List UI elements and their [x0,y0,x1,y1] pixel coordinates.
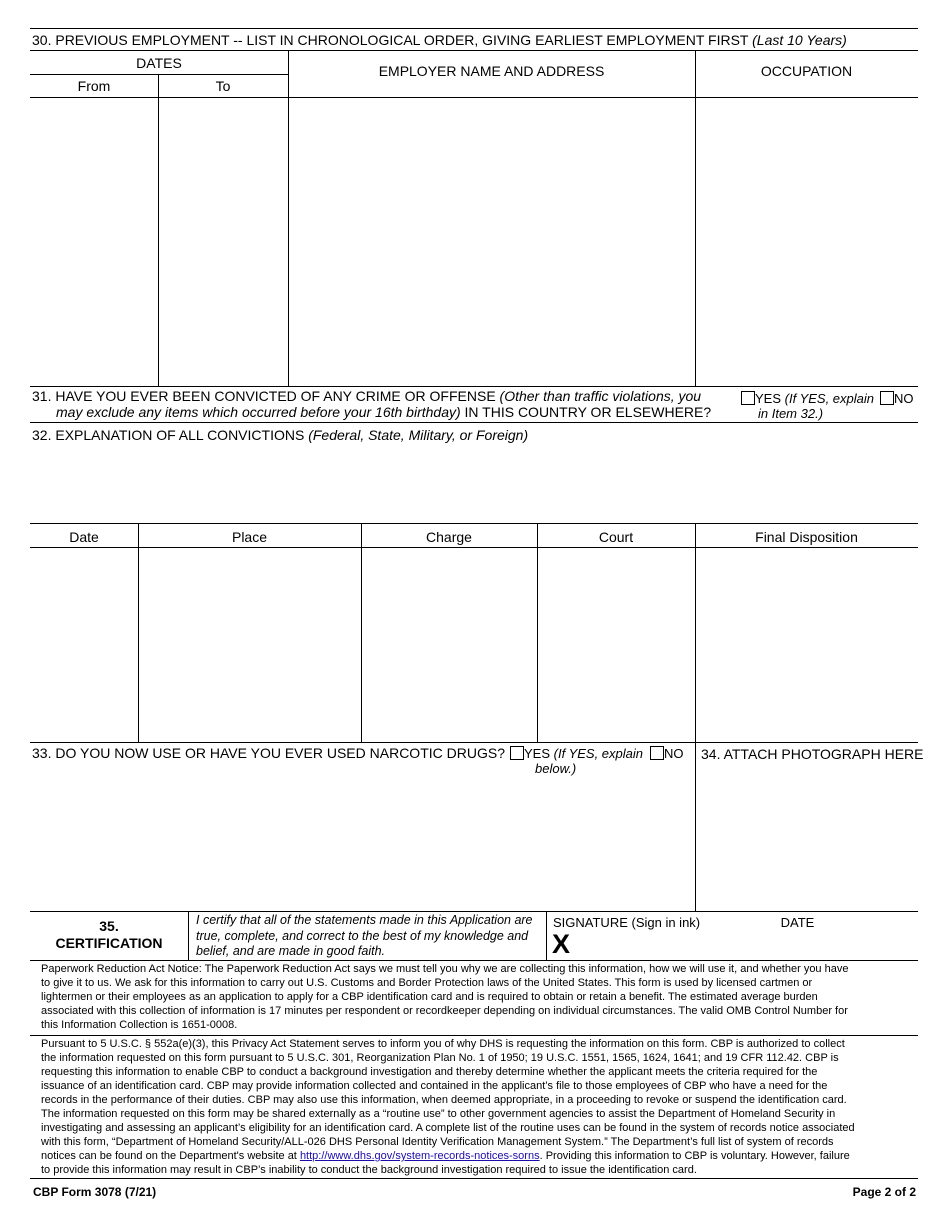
section-33-no-checkbox[interactable] [650,746,664,760]
col-final-disposition-header: Final Disposition [755,529,858,545]
paperwork-reduction-notice [41,962,848,1032]
col-charge-header: Charge [426,529,472,545]
section-32-title-text: 32. EXPLANATION OF ALL CONVICTIONS [32,427,305,443]
privacy-line: the information requested on this form pursuant to 5 U.S.C. 301, Reorganization Plan No. 1 of 1950; 19 U.S.C. 1551, 1565, 1624, 1641; and 19 CFR 112.42. CBP is [41,1052,839,1064]
notice-line: Paperwork Reduction Act Notice: The Paperwork Reduction Act says we must tell you why we are collecting this information, how we will use it, and whether you have [41,963,849,975]
conviction-court-field[interactable] [538,548,694,741]
section-33-yes-label: YES [524,746,551,761]
certification-statement-line: I certify that all of the statements made in this Application are [196,913,533,927]
privacy-act-statement [41,1037,855,1177]
section-31-yes-note-2-text: in Item 32.) [758,406,824,421]
col-date-header: Date [69,529,99,545]
signature-label: SIGNATURE (Sign in ink) [553,915,701,930]
employer-header: EMPLOYER NAME AND ADDRESS [378,63,605,79]
date-label: DATE [780,915,815,930]
notice-line: this Information Collection is 1651-0008. [41,1019,238,1031]
form-id: CBP Form 3078 (7/21) [33,1185,157,1199]
occupation-field[interactable] [696,98,918,386]
certification-statement [196,913,533,960]
privacy-line: The information requested on this form may be shared externally as a “routine use” to other government agencies to assist the Department of Homeland Security in [41,1108,836,1120]
convictions-explanation-field[interactable] [31,446,918,522]
privacy-line-text: . Providing this information to CBP is voluntary. However, failure [539,1150,850,1162]
employment-from-field[interactable] [31,98,157,386]
section-34-title: 34. ATTACH PHOTOGRAPH HERE [701,746,924,762]
employer-name-address-field[interactable] [289,98,694,386]
col-place-header: Place [231,529,268,545]
section-30-title-text: 30. PREVIOUS EMPLOYMENT -- LIST IN CHRONOLOGICAL ORDER, GIVING EARLIEST EMPLOYMENT FIRST [32,32,749,48]
privacy-line-text: notices can be found on the Department's website at [41,1150,297,1162]
signature-field[interactable] [575,933,745,959]
section-31-question: 31. HAVE YOU EVER BEEN CONVICTED OF ANY CRIME OR OFFENSE [32,388,496,404]
section-31-note: (Other than traffic violations, you [499,388,702,404]
section-31-no-label: NO [894,391,914,406]
conviction-place-field[interactable] [139,548,360,741]
conviction-date-field[interactable] [31,548,137,741]
privacy-line: Pursuant to 5 U.S.C. § 552a(e)(3), this Privacy Act Statement serves to inform you of why DHS is requesting the information on this form. CBP is authorized to collect [41,1038,845,1050]
section-33-yes-checkbox[interactable] [510,746,524,760]
section-31-yes-option [741,391,874,407]
privacy-line: to provide this information may result in CBP’s inability to conduct the background investigation required to issue the identification card. [41,1164,697,1176]
col-court-header: Court [598,529,634,545]
signature-x-mark: X [552,929,571,959]
privacy-line: requesting this information to enable CBP to conduct a background investigation and thereby determine whether the applicant meets the criteria required for the [41,1066,818,1078]
section-33-yes-note-2 [535,761,576,777]
section-31-line1 [32,388,701,405]
certification-number: 35. [99,918,119,934]
notice-line: lightermen or their employees as an application to apply for a CBP identification card and is required to obtain or retain a benefit. The estimated average burden [41,991,818,1003]
photograph-area[interactable] [696,766,918,910]
page-number: Page 2 of 2 [852,1185,916,1199]
section-31-line2 [56,404,711,421]
privacy-line: issuance of an identification card. CBP may provide information collected and contained in the applicant’s file to those employees of CBP who have a need for the [41,1080,828,1092]
section-31-question-2: IN THIS COUNTRY OR ELSEWHERE? [464,404,712,420]
section-33-no-label: NO [664,746,684,761]
certification-date-field[interactable] [750,933,918,959]
section-31-note-2: may exclude any items which occurred before your 16th birthday) [56,404,461,420]
notice-line: associated with this collection of information is 17 minutes per respondent or recordkeeper depending on individual circumstances. The valid OMB Control Number for [41,1005,848,1017]
dates-header: DATES [136,55,182,71]
certification-label: CERTIFICATION [55,935,163,951]
from-header: From [77,78,111,94]
privacy-line: with this form, “Department of Homeland Security/ALL-026 DHS Personal Identity Verification Management System.” The Department’s full list of system of records [41,1136,834,1148]
section-30-title [32,32,847,49]
section-30-title-note: (Last 10 Years) [752,32,847,48]
section-33-yes-note: (If YES, explain [553,746,644,761]
narcotics-explanation-field[interactable] [31,780,694,910]
section-33-yes-option [510,746,643,762]
section-31-yes-label: YES [755,391,782,406]
section-32-title [32,427,528,444]
conviction-disposition-field[interactable] [696,548,918,741]
section-31-yes-note: (If YES, explain [784,391,875,406]
section-33-yes-note-2-text: below.) [535,761,577,776]
section-33-title: 33. DO YOU NOW USE OR HAVE YOU EVER USED NARCOTIC DRUGS? [32,745,505,761]
privacy-line: investigating and assessing an applicant’s eligibility for an identification card. A complete list of the routine uses can be found in the system of records notice associated [41,1122,855,1134]
section-33-no-option [650,746,684,762]
privacy-line [41,1149,855,1163]
section-31-yes-checkbox[interactable] [741,391,755,405]
employment-to-field[interactable] [159,98,287,386]
occupation-header: OCCUPATION [760,63,853,79]
notice-line: to give it to us. We ask for this information to carry out U.S. Customs and Border Protection laws of the United States. This form is used by licensed cartmen or [41,977,813,989]
certification-statement-line: true, complete, and correct to the best of my knowledge and [196,928,529,943]
privacy-line: records in the performance of their duties. CBP may also use this information, when deemed appropriate, in a proceeding to revoke or suspend the identification card. [41,1094,847,1106]
section-31-no-option [880,391,914,407]
section-31-yes-note-2 [758,406,823,422]
section-32-title-note: (Federal, State, Military, or Foreign) [308,427,529,443]
to-header: To [215,78,231,94]
sorns-link[interactable]: http://www.dhs.gov/system-records-notices-sorns [299,1150,540,1162]
conviction-charge-field[interactable] [362,548,536,741]
section-31-no-checkbox[interactable] [880,391,894,405]
certification-statement-line: belief, and are made in good faith. [196,944,386,958]
